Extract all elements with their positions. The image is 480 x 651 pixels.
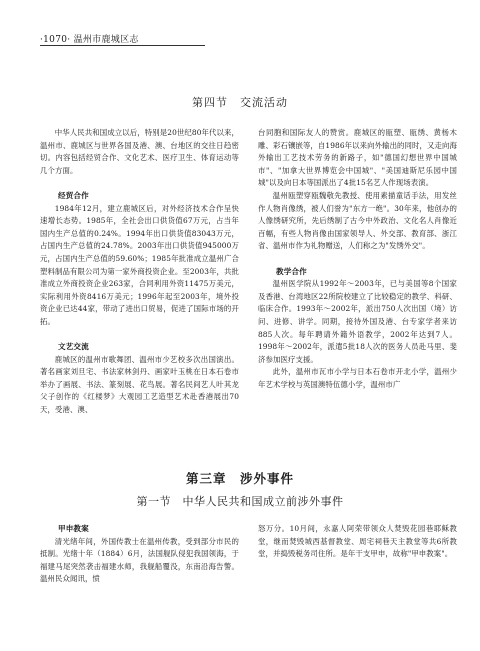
section-title: 第四节 交流活动 [192, 96, 288, 109]
header-rule [40, 45, 205, 46]
jiashen-paragraph: 清光绪年间，外国传教士在温州传教，受到部分市民的抵制。光绪十年（1884）6月，法国舰队侵犯我国领海，于福建马尾突然袭击福建水师，我舰船覆没，东南沿海告警。温州民众闻讯，愤 [40, 536, 239, 584]
chapter-title: 第三章 涉外事件 [185, 471, 294, 486]
intro-paragraph: 中华人民共和国成立以后，特别是20世纪80年代以来，温州市、鹿城区与世界各国及港、澳、台地区的交往日趋密切。内容包括经贸合作、文化艺术、医疗卫生、体育运动等几个方面。 [40, 128, 239, 175]
left-column-top [40, 127, 239, 417]
schools-paragraph: 此外，温州市瓦市小学与日本石卷市开北小学，温州少年艺术学校与英国澳特伍德小学，温州市广 [258, 367, 457, 389]
trade-paragraph: 1984年12月，建立鹿城区后，对外经济技术合作呈快速增长态势。1985年，全社会出口供货值67万元，占当年国内生产总值的0.24%。1994年出口供货值83043万元，占国内生产总值的24.78%。2003年出口供货值945000万元，占国内生产总值的59.60%；1985年批准成立温州广合塑料制品有限公司为第一家外商投资企业。至2003年，共批准成立外商投资企业263家，合同利用外资11475万美元，实际利用外资8416万美元；1996年起至2003年，境外投资企业已达44家，带动了进出口贸易，促进了国际市场的开拓。 [40, 203, 239, 326]
right-column-top [258, 127, 457, 391]
heading-jiashen-case: 甲申教案 [58, 524, 89, 533]
left-column-bottom [40, 523, 239, 586]
heading-trade-cooperation: 经贸合作 [58, 190, 89, 200]
hair-embroidery-paragraph: 温州瓯塑穿瓯魏敬先教授、使用素描童话手法，用发丝作人物肖像绣，被人们誉为"东方一绝"。30年来，他创办的人像绣研究所，先后绣制了古今中外政治、文化名人肖像近百幅，有些人物肖像由国家领导人、外交部、教育部、浙江省、温州市作为礼物赠送，人们称之为"发绣外交"。 [258, 190, 457, 251]
heading-arts-exchange: 文艺交流 [58, 342, 89, 352]
arts-paragraph: 鹿城区的温州市歌舞团、温州市少艺校多次出国演出。著名画家刘旦宅、书法家林剑丹、画家叶玉桃在日本石卷市举办了画展、书法、篆刻展、花鸟展。著名民间艺人叶其龙父子创作的《红楼梦》大观园工艺造型艺术赴香港展出70天，受港、澳、 [40, 354, 239, 415]
medical-college-paragraph: 温州医学院从1992年～2003年，已与美国等8个国家及香港、台湾地区22所院校建立了比较稳定的教学、科研、临床合作。1993年～2002年，派出750人次出国（境）访问、进修、讲学。同期，接待外国及港、台专家学者来访885人次。每年聘请外籍外语教学，2002年达到7人。1998年～2002年，派遣5批18人次的医务人员赴马里、斐济参加医疗支援。 [258, 279, 457, 364]
arts-continued-paragraph: 台同胞和国际友人的赞赏。鹿城区的瓯塑、瓯绣、黄杨木雕、彩石镶嵌等，自1986年以来向外输出的同时，又走向海外输出工艺技术劳务的新路子，如"德国幻想世界中国城市"、"加拿大世界博览会中国城"、"美国迪斯尼乐园中国城"以及向日本等国派出了4批15名艺人作现场表演。 [258, 128, 457, 188]
running-header: ·1070· 温州市鹿城区志 [40, 35, 139, 45]
jiashen-continued-paragraph: 怒万分。10月间，永嘉人阿荣带领众人焚毁花园巷耶稣教堂，继而焚毁城西基督教堂、周宅祠巷天主教堂等共6所教堂，并捣毁税务司住所。是年干支甲申，故称"甲申教案"。 [258, 524, 457, 559]
section2-title: 第一节 中华人民共和国成立前涉外事件 [136, 495, 344, 508]
heading-teaching-cooperation: 教学合作 [276, 266, 307, 276]
right-column-bottom [258, 523, 457, 561]
